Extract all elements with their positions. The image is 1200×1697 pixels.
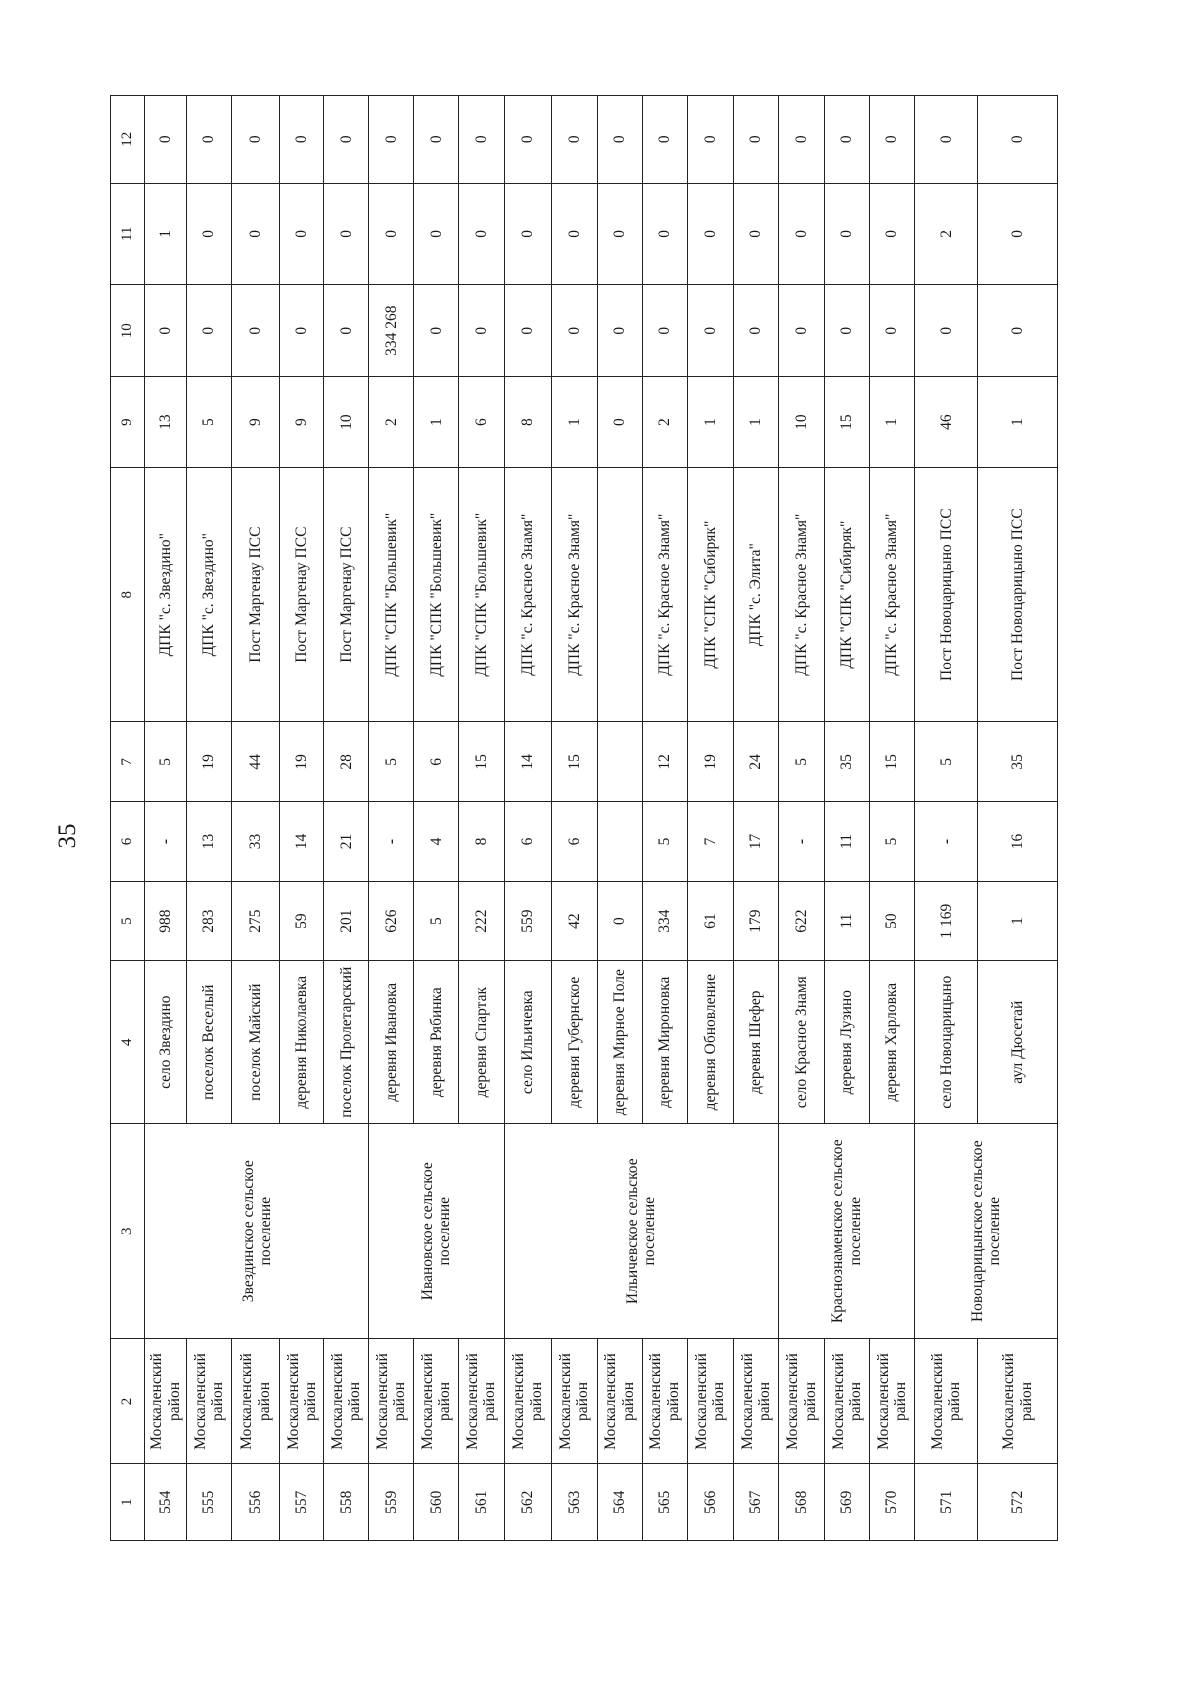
value-12-cell: 0 <box>232 96 280 184</box>
area-cell: 334 268 <box>369 285 414 377</box>
area-cell: 0 <box>687 285 733 377</box>
distance-7-cell: 19 <box>687 722 733 802</box>
fire-unit-cell: Пост Новоцарицыно ПСС <box>915 467 978 722</box>
value-12-cell: 0 <box>414 96 459 184</box>
row-number-cell: 565 <box>642 1464 687 1541</box>
value-11-cell: 0 <box>870 183 915 285</box>
value-12-cell: 0 <box>597 96 642 184</box>
value-11-cell: 0 <box>642 183 687 285</box>
distance-6-cell: 17 <box>733 802 778 882</box>
municipality-cell: Ивановское сельское поселение <box>369 1123 504 1339</box>
value-12-cell: 0 <box>825 96 870 184</box>
arrival-time-cell: 8 <box>504 377 551 468</box>
population-cell: 622 <box>779 881 825 961</box>
fire-unit-cell: ДПК "с. Красное Знамя" <box>642 467 687 722</box>
area-cell: 0 <box>870 285 915 377</box>
area-cell: 0 <box>915 285 978 377</box>
district-cell: Москаленский район <box>597 1339 642 1464</box>
fire-unit-cell: Пост Маргенау ПСС <box>324 467 369 722</box>
column-header: 5 <box>111 881 145 961</box>
value-12-cell: 0 <box>280 96 324 184</box>
settlement-name-cell: деревня Губернское <box>551 961 597 1123</box>
population-cell: 61 <box>687 881 733 961</box>
column-header: 9 <box>111 377 145 468</box>
column-header: 4 <box>111 961 145 1123</box>
settlement-name-cell: село Красное Знамя <box>779 961 825 1123</box>
fire-unit-cell: ДПК "СПК "Сибиряк" <box>687 467 733 722</box>
district-cell: Москаленский район <box>369 1339 414 1464</box>
population-cell: 201 <box>324 881 369 961</box>
fire-unit-cell: Пост Маргенау ПСС <box>232 467 280 722</box>
area-cell: 0 <box>324 285 369 377</box>
district-cell: Москаленский район <box>978 1339 1058 1464</box>
area-cell: 0 <box>145 285 187 377</box>
value-12-cell: 0 <box>324 96 369 184</box>
column-header: 12 <box>111 96 145 184</box>
municipality-cell: Звездинское сельское поселение <box>145 1123 369 1339</box>
arrival-time-cell: 10 <box>779 377 825 468</box>
population-cell: 50 <box>870 881 915 961</box>
settlement-name-cell: поселок Майский <box>232 961 280 1123</box>
column-header: 6 <box>111 802 145 882</box>
value-12-cell: 0 <box>733 96 778 184</box>
area-cell: 0 <box>414 285 459 377</box>
fire-unit-cell: ДПК "с. Звездино" <box>187 467 232 722</box>
table-row <box>369 96 414 1541</box>
column-header: 10 <box>111 285 145 377</box>
settlement-name-cell: село Ильичевка <box>504 961 551 1123</box>
page-number: 35 <box>54 823 81 849</box>
distance-7-cell <box>597 722 642 802</box>
population-cell: 988 <box>145 881 187 961</box>
row-number-cell: 566 <box>687 1464 733 1541</box>
population-cell: 222 <box>459 881 504 961</box>
fire-unit-cell: ДПК "с. Красное Знамя" <box>551 467 597 722</box>
settlement-name-cell: село Новоцарицыно <box>915 961 978 1123</box>
distance-7-cell: 6 <box>414 722 459 802</box>
value-12-cell: 0 <box>915 96 978 184</box>
value-11-cell: 0 <box>187 183 232 285</box>
value-11-cell: 0 <box>551 183 597 285</box>
area-cell: 0 <box>642 285 687 377</box>
population-cell: 0 <box>597 881 642 961</box>
column-header: 2 <box>111 1339 145 1464</box>
distance-6-cell: 8 <box>459 802 504 882</box>
settlement-name-cell: село Звездино <box>145 961 187 1123</box>
fire-unit-cell: ДПК "с. Красное Знамя" <box>504 467 551 722</box>
row-number-cell: 556 <box>232 1464 280 1541</box>
settlement-name-cell: аул Дюсетай <box>978 961 1058 1123</box>
row-number-cell: 567 <box>733 1464 778 1541</box>
settlement-name-cell: деревня Харловка <box>870 961 915 1123</box>
population-cell: 11 <box>825 881 870 961</box>
value-12-cell: 0 <box>459 96 504 184</box>
settlements-table <box>110 95 1058 1541</box>
fire-unit-cell: ДПК "СПК "Большевик" <box>414 467 459 722</box>
distance-7-cell: 44 <box>232 722 280 802</box>
distance-6-cell: - <box>915 802 978 882</box>
district-cell: Москаленский район <box>280 1339 324 1464</box>
value-11-cell: 0 <box>232 183 280 285</box>
arrival-time-cell: 10 <box>324 377 369 468</box>
district-cell: Москаленский район <box>459 1339 504 1464</box>
population-cell: 275 <box>232 881 280 961</box>
row-number-cell: 571 <box>915 1464 978 1541</box>
value-11-cell: 0 <box>779 183 825 285</box>
value-12-cell: 0 <box>187 96 232 184</box>
fire-unit-cell: ДПК "СПК "Большевик" <box>369 467 414 722</box>
district-cell: Москаленский район <box>145 1339 187 1464</box>
value-11-cell: 0 <box>280 183 324 285</box>
area-cell: 0 <box>187 285 232 377</box>
population-cell: 283 <box>187 881 232 961</box>
municipality-cell: Ильичевское сельское поселение <box>504 1123 779 1339</box>
value-11-cell: 1 <box>145 183 187 285</box>
row-number-cell: 562 <box>504 1464 551 1541</box>
value-11-cell: 0 <box>324 183 369 285</box>
arrival-time-cell: 2 <box>642 377 687 468</box>
arrival-time-cell: 1 <box>978 377 1058 468</box>
arrival-time-cell: 1 <box>414 377 459 468</box>
settlement-name-cell: деревня Ивановка <box>369 961 414 1123</box>
distance-6-cell: 4 <box>414 802 459 882</box>
row-number-cell: 563 <box>551 1464 597 1541</box>
row-number-cell: 558 <box>324 1464 369 1541</box>
population-cell: 1 169 <box>915 881 978 961</box>
settlement-name-cell: поселок Веселый <box>187 961 232 1123</box>
row-number-cell: 559 <box>369 1464 414 1541</box>
distance-7-cell: 5 <box>145 722 187 802</box>
district-cell: Москаленский район <box>779 1339 825 1464</box>
distance-6-cell: 5 <box>870 802 915 882</box>
distance-6-cell: 16 <box>978 802 1058 882</box>
distance-7-cell: 15 <box>459 722 504 802</box>
document-table-rotated <box>110 95 1058 1541</box>
distance-7-cell: 35 <box>978 722 1058 802</box>
value-12-cell: 0 <box>369 96 414 184</box>
distance-6-cell: - <box>779 802 825 882</box>
municipality-cell: Краснознаменское сельское поселение <box>779 1123 915 1339</box>
arrival-time-cell: 0 <box>597 377 642 468</box>
population-cell: 626 <box>369 881 414 961</box>
area-cell: 0 <box>733 285 778 377</box>
value-12-cell: 0 <box>551 96 597 184</box>
distance-6-cell: 6 <box>551 802 597 882</box>
distance-7-cell: 15 <box>870 722 915 802</box>
distance-7-cell: 35 <box>825 722 870 802</box>
value-12-cell: 0 <box>642 96 687 184</box>
fire-unit-cell: Пост Маргенау ПСС <box>280 467 324 722</box>
district-cell: Москаленский район <box>551 1339 597 1464</box>
fire-unit-cell: ДПК "СПК "Большевик" <box>459 467 504 722</box>
value-11-cell: 0 <box>733 183 778 285</box>
population-cell: 179 <box>733 881 778 961</box>
distance-6-cell <box>597 802 642 882</box>
row-number-cell: 554 <box>145 1464 187 1541</box>
area-cell: 0 <box>280 285 324 377</box>
column-header: 7 <box>111 722 145 802</box>
area-cell: 0 <box>459 285 504 377</box>
settlement-name-cell: деревня Мирное Поле <box>597 961 642 1123</box>
row-number-cell: 572 <box>978 1464 1058 1541</box>
distance-6-cell: - <box>369 802 414 882</box>
district-cell: Москаленский район <box>414 1339 459 1464</box>
table-row <box>504 96 551 1541</box>
arrival-time-cell: 1 <box>733 377 778 468</box>
district-cell: Москаленский район <box>232 1339 280 1464</box>
distance-6-cell: 33 <box>232 802 280 882</box>
district-cell: Москаленский район <box>687 1339 733 1464</box>
population-cell: 42 <box>551 881 597 961</box>
settlement-name-cell: деревня Николаевка <box>280 961 324 1123</box>
value-11-cell: 0 <box>414 183 459 285</box>
fire-unit-cell: ДПК "с. Элита" <box>733 467 778 722</box>
arrival-time-cell: 9 <box>232 377 280 468</box>
fire-unit-cell <box>597 467 642 722</box>
district-cell: Москаленский район <box>915 1339 978 1464</box>
distance-7-cell: 14 <box>504 722 551 802</box>
row-number-cell: 560 <box>414 1464 459 1541</box>
value-11-cell: 0 <box>459 183 504 285</box>
value-12-cell: 0 <box>145 96 187 184</box>
distance-6-cell: 21 <box>324 802 369 882</box>
row-number-cell: 569 <box>825 1464 870 1541</box>
distance-6-cell: - <box>145 802 187 882</box>
distance-7-cell: 24 <box>733 722 778 802</box>
distance-7-cell: 19 <box>187 722 232 802</box>
distance-6-cell: 11 <box>825 802 870 882</box>
district-cell: Москаленский район <box>324 1339 369 1464</box>
arrival-time-cell: 15 <box>825 377 870 468</box>
settlement-name-cell: деревня Шефер <box>733 961 778 1123</box>
column-header: 3 <box>111 1123 145 1339</box>
arrival-time-cell: 46 <box>915 377 978 468</box>
area-cell: 0 <box>597 285 642 377</box>
value-11-cell: 2 <box>915 183 978 285</box>
distance-7-cell: 5 <box>779 722 825 802</box>
settlement-name-cell: деревня Обновление <box>687 961 733 1123</box>
arrival-time-cell: 1 <box>551 377 597 468</box>
district-cell: Москаленский район <box>733 1339 778 1464</box>
fire-unit-cell: Пост Новоцарицыно ПСС <box>978 467 1058 722</box>
area-cell: 0 <box>825 285 870 377</box>
municipality-cell: Новоцарицынское сельское поселение <box>915 1123 1058 1339</box>
arrival-time-cell: 5 <box>187 377 232 468</box>
population-cell: 5 <box>414 881 459 961</box>
row-number-cell: 568 <box>779 1464 825 1541</box>
table-row <box>915 96 978 1541</box>
distance-7-cell: 5 <box>369 722 414 802</box>
value-11-cell: 0 <box>504 183 551 285</box>
value-12-cell: 0 <box>978 96 1058 184</box>
distance-6-cell: 5 <box>642 802 687 882</box>
arrival-time-cell: 13 <box>145 377 187 468</box>
distance-7-cell: 12 <box>642 722 687 802</box>
district-cell: Москаленский район <box>504 1339 551 1464</box>
distance-7-cell: 28 <box>324 722 369 802</box>
column-header: 11 <box>111 183 145 285</box>
population-cell: 59 <box>280 881 324 961</box>
distance-6-cell: 6 <box>504 802 551 882</box>
value-12-cell: 0 <box>870 96 915 184</box>
fire-unit-cell: ДПК "с. Красное Знамя" <box>779 467 825 722</box>
value-12-cell: 0 <box>687 96 733 184</box>
area-cell: 0 <box>232 285 280 377</box>
row-number-cell: 555 <box>187 1464 232 1541</box>
district-cell: Москаленский район <box>825 1339 870 1464</box>
header-row <box>111 96 145 1541</box>
population-cell: 1 <box>978 881 1058 961</box>
column-header: 1 <box>111 1464 145 1541</box>
population-cell: 334 <box>642 881 687 961</box>
value-11-cell: 0 <box>825 183 870 285</box>
value-11-cell: 0 <box>687 183 733 285</box>
settlement-name-cell: деревня Спартак <box>459 961 504 1123</box>
population-cell: 559 <box>504 881 551 961</box>
value-11-cell: 0 <box>597 183 642 285</box>
settlement-name-cell: поселок Пролетарский <box>324 961 369 1123</box>
fire-unit-cell: ДПК "с. Красное Знамя" <box>870 467 915 722</box>
value-12-cell: 0 <box>504 96 551 184</box>
row-number-cell: 561 <box>459 1464 504 1541</box>
district-cell: Москаленский район <box>642 1339 687 1464</box>
settlement-name-cell: деревня Мироновка <box>642 961 687 1123</box>
settlement-name-cell: деревня Рябинка <box>414 961 459 1123</box>
arrival-time-cell: 1 <box>687 377 733 468</box>
distance-6-cell: 7 <box>687 802 733 882</box>
value-12-cell: 0 <box>779 96 825 184</box>
distance-7-cell: 19 <box>280 722 324 802</box>
arrival-time-cell: 6 <box>459 377 504 468</box>
area-cell: 0 <box>551 285 597 377</box>
district-cell: Москаленский район <box>870 1339 915 1464</box>
distance-7-cell: 5 <box>915 722 978 802</box>
row-number-cell: 564 <box>597 1464 642 1541</box>
area-cell: 0 <box>779 285 825 377</box>
fire-unit-cell: ДПК "СПК "Сибиряк" <box>825 467 870 722</box>
district-cell: Москаленский район <box>187 1339 232 1464</box>
fire-unit-cell: ДПК "с. Звездино" <box>145 467 187 722</box>
arrival-time-cell: 9 <box>280 377 324 468</box>
settlement-name-cell: деревня Лузино <box>825 961 870 1123</box>
column-header: 8 <box>111 467 145 722</box>
value-11-cell: 0 <box>978 183 1058 285</box>
area-cell: 0 <box>504 285 551 377</box>
value-11-cell: 0 <box>369 183 414 285</box>
arrival-time-cell: 1 <box>870 377 915 468</box>
distance-6-cell: 14 <box>280 802 324 882</box>
row-number-cell: 570 <box>870 1464 915 1541</box>
distance-6-cell: 13 <box>187 802 232 882</box>
distance-7-cell: 15 <box>551 722 597 802</box>
table-row <box>145 96 187 1541</box>
area-cell: 0 <box>978 285 1058 377</box>
table-row <box>779 96 825 1541</box>
row-number-cell: 557 <box>280 1464 324 1541</box>
arrival-time-cell: 2 <box>369 377 414 468</box>
